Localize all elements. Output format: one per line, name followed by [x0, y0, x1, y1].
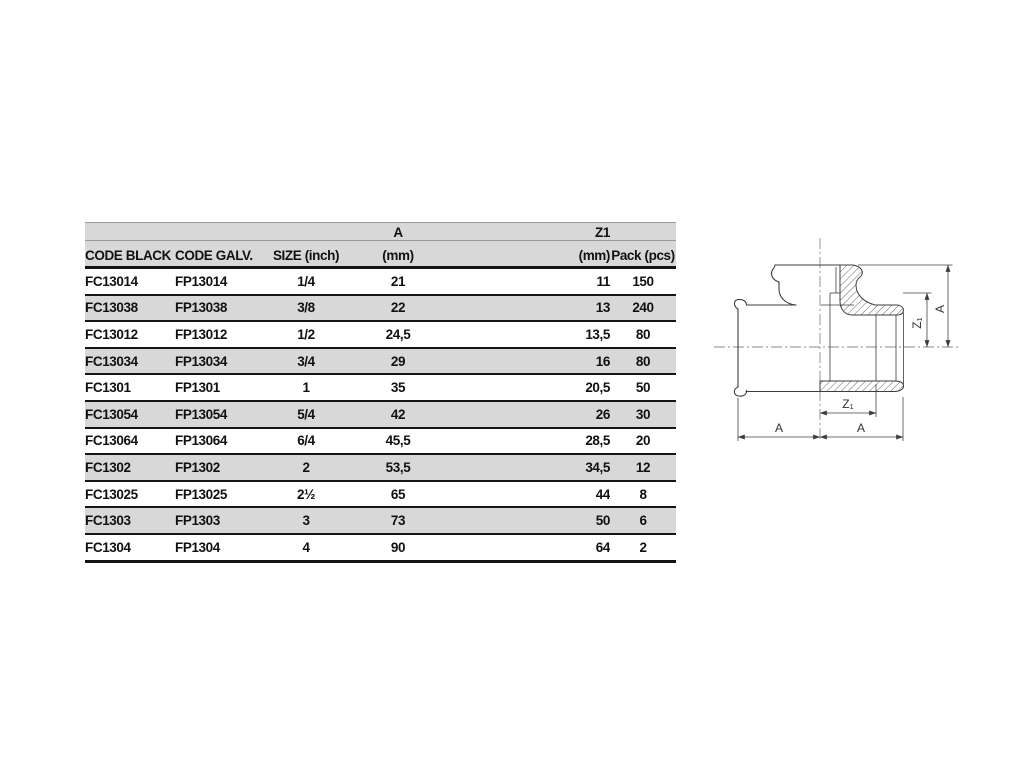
left-bottom-bead: [734, 387, 746, 396]
branch-left-profile: [772, 265, 841, 305]
header-a-symbol: A: [350, 223, 446, 241]
table-row: [85, 401, 676, 428]
table-row: [85, 268, 676, 295]
table-cell: 5/4: [297, 406, 315, 422]
table-cell: FC13038: [85, 300, 138, 316]
table-cell: 20: [635, 433, 651, 449]
table-cell: FP13025: [175, 486, 227, 502]
table-cell: FC13025: [85, 486, 138, 502]
table-cell: FP13064: [175, 433, 227, 449]
section-hatching: [820, 265, 904, 392]
table-cell: 50: [635, 380, 651, 396]
label-z1-right: Z₁: [910, 317, 924, 329]
table-cell: 2: [639, 539, 647, 555]
table-cell: 28,5: [585, 433, 610, 449]
table-cell: 50: [595, 513, 610, 529]
table-cell: 13,5: [585, 326, 610, 342]
table-cell: 240: [632, 300, 654, 316]
table-cell: 73: [390, 513, 406, 529]
header-code-galv: CODE GALV.: [175, 241, 262, 268]
table-cell: 150: [632, 273, 654, 289]
table-cell: 44: [595, 486, 610, 502]
table-cell: FC13064: [85, 433, 138, 449]
header-z1-symbol: Z1: [446, 223, 610, 241]
table-cell: 65: [390, 486, 406, 502]
table-cell: 35: [390, 380, 406, 396]
bore-and-thread-lines: [821, 267, 904, 385]
table-cell: 12: [635, 459, 651, 475]
table-cell: 2: [302, 459, 310, 475]
table-cell: 20,5: [585, 380, 610, 396]
table-row: [85, 507, 676, 534]
table-cell: 4: [302, 539, 310, 555]
table-cell: 1/4: [297, 273, 315, 289]
table-cell: FP1301: [175, 380, 220, 396]
table-cell: FP13012: [175, 326, 227, 342]
table-cell: FC13014: [85, 273, 138, 289]
header-spacer: [610, 223, 676, 241]
table-cell: 90: [390, 539, 406, 555]
table-row: [85, 428, 676, 455]
spec-table-body: [85, 268, 676, 562]
header-row-main: [85, 241, 676, 268]
header-a-mm: (mm): [350, 241, 446, 268]
table-cell: 29: [390, 353, 406, 369]
table-cell: FC1303: [85, 513, 131, 529]
spec-table: [85, 222, 676, 563]
header-spacer: [175, 223, 262, 241]
table-row: [85, 321, 676, 348]
table-row: [85, 481, 676, 508]
fitting-outline: [734, 265, 893, 396]
table-cell: 80: [635, 326, 651, 342]
table-cell: 3/8: [297, 300, 315, 316]
label-a-left: A: [774, 421, 784, 435]
table-cell: 11: [596, 273, 610, 289]
branch-wall-and-top-band: [840, 265, 903, 315]
technical-drawing-container: [700, 228, 1024, 468]
table-row: [85, 348, 676, 375]
label-z1-bottom: Z₁: [842, 397, 854, 411]
header-size: SIZE (inch): [262, 241, 350, 268]
tee-fitting-drawing: [700, 228, 1024, 468]
table-cell: FP13034: [175, 353, 227, 369]
table-cell: FC13012: [85, 326, 138, 342]
table-cell: FC13034: [85, 353, 138, 369]
table-cell: 30: [635, 406, 651, 422]
table-cell: 34,5: [585, 459, 610, 475]
table-cell: 3: [302, 513, 310, 529]
table-cell: FC1302: [85, 459, 131, 475]
table-row: [85, 454, 676, 481]
table-cell: 80: [635, 353, 651, 369]
table-cell: 3/4: [297, 353, 315, 369]
header-pack: Pack (pcs): [610, 241, 676, 268]
dimension-labels: [775, 305, 947, 435]
table-cell: 6/4: [297, 433, 315, 449]
table-cell: FC1304: [85, 539, 131, 555]
header-z1-mm: (mm): [446, 241, 610, 268]
header-row-units-top: [85, 223, 676, 241]
label-a-right: A: [856, 421, 866, 435]
table-cell: 8: [639, 486, 647, 502]
table-cell: FP13014: [175, 273, 227, 289]
table-cell: 13: [595, 300, 610, 316]
table-cell: 21: [390, 273, 406, 289]
table-cell: 24,5: [385, 326, 411, 342]
bottom-band: [820, 381, 904, 392]
table-row: [85, 534, 676, 561]
table-cell: FP1303: [175, 513, 220, 529]
table-cell: 26: [595, 406, 610, 422]
table-cell: 42: [390, 406, 406, 422]
spec-table-header: [85, 223, 676, 268]
table-cell: 1: [302, 380, 310, 396]
table-cell: FP1302: [175, 459, 220, 475]
table-cell: 6: [639, 513, 647, 529]
table-cell: FC1301: [85, 380, 131, 396]
table-row: [85, 374, 676, 401]
table-cell: FC13054: [85, 406, 138, 422]
table-cell: 16: [595, 353, 610, 369]
table-cell: 53,5: [385, 459, 411, 475]
table-cell: FP1304: [175, 539, 220, 555]
table-cell: 2½: [297, 486, 315, 502]
header-code-black: CODE BLACK: [85, 241, 175, 268]
table-cell: 45,5: [385, 433, 411, 449]
table-cell: 1/2: [297, 326, 315, 342]
table-cell: FP13038: [175, 300, 227, 316]
header-spacer: [85, 223, 175, 241]
table-cell: 64: [595, 539, 610, 555]
left-top-bead-and-run: [734, 299, 796, 309]
spec-table-container: [85, 222, 676, 563]
table-row: [85, 295, 676, 322]
header-spacer: [262, 223, 350, 241]
label-a-vertical: A: [933, 304, 947, 314]
table-cell: FP13054: [175, 406, 227, 422]
table-cell: 22: [390, 300, 406, 316]
